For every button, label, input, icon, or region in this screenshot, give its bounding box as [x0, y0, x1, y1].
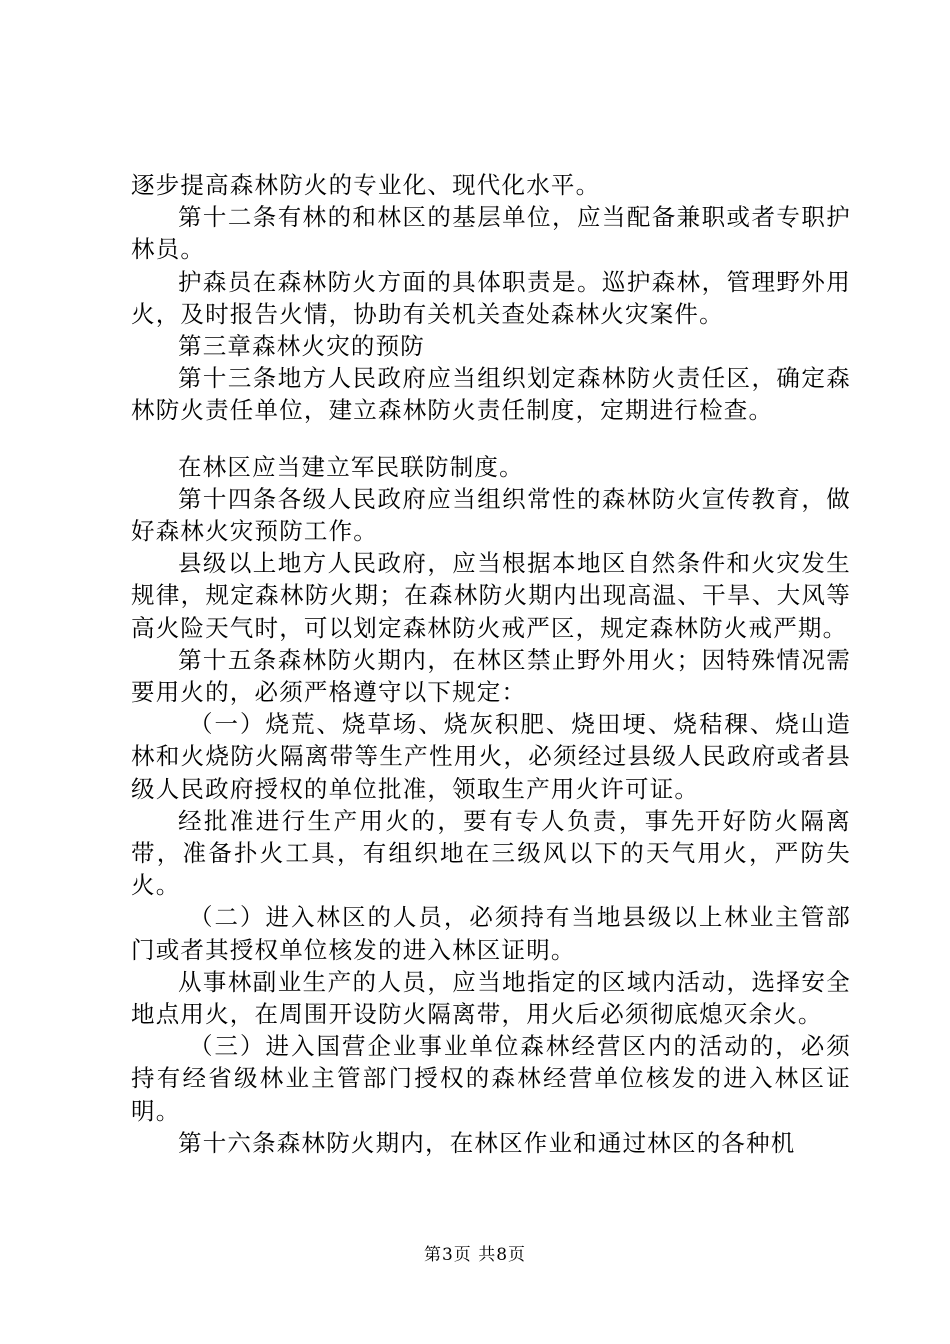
- clause-1: （一）烧荒、烧草场、烧灰积肥、烧田埂、烧秸稞、烧山造林和火烧防火隔离带等生产性用火，必须经过县级人民政府或者县级人民政府授权的单位批准，领取生产用火许可证。: [131, 710, 851, 803]
- article-16: 第十六条森林防火期内，在林区作业和通过林区的各种机: [178, 1128, 796, 1157]
- paragraph: 护森员在森林防火方面的具体职责是。巡护森林，管理野外用火，及时报告火情，协助有关机关查处森林火灾案件。: [131, 267, 851, 328]
- article-13: 第十三条地方人民政府应当组织划定森林防火责任区，确定森林防火责任单位，建立森林防火责任制度，定期进行检查。: [131, 364, 851, 425]
- paragraph: 在林区应当建立军民联防制度。: [178, 452, 524, 481]
- article-15: 第十五条森林防火期内，在林区禁止野外用火；因特殊情况需要用火的，必须严格遵守以下规定：: [131, 645, 851, 707]
- page-footer: [0, 1244, 950, 1266]
- paragraph-gap: [131, 427, 851, 451]
- paragraph: 县级以上地方人民政府，应当根据本地区自然条件和火灾发生规律，规定森林防火期；在森林防火期内出现高温、干旱、大风等高火险天气时，可以划定森林防火戒严区，规定森林防火戒严期。: [131, 549, 851, 642]
- clause-3: （三）进入国营企业事业单位森林经营区内的活动的，必须持有经省级林业主管部门授权的森林经营单位核发的进入林区证明。: [131, 1032, 851, 1125]
- page-number-label: 第3页 共8页: [423, 1245, 527, 1265]
- paragraph: 逐步提高森林防火的专业化、现代化水平。: [131, 171, 601, 199]
- article-14: 第十四条各级人民政府应当组织常性的森林防火宣传教育，做好森林火灾预防工作。: [131, 484, 851, 546]
- document-body: [131, 169, 851, 1159]
- paragraph: 经批准进行生产用火的，要有专人负责，事先开好防火隔离带，准备扑火工具，有组织地在三级风以下的天气用火，严防失火。: [131, 806, 851, 900]
- chapter-heading: 第三章森林火灾的预防: [178, 332, 425, 361]
- paragraph: 从事林副业生产的人员，应当地指定的区域内活动，选择安全地点用火，在周围开设防火隔离带，用火后必须彻底熄灭余火。: [131, 967, 851, 1029]
- clause-2: （二）进入林区的人员，必须持有当地县级以上林业主管部门或者其授权单位核发的进入林区证明。: [131, 903, 851, 964]
- article-12: 第十二条有林的和林区的基层单位，应当配备兼职或者专职护林员。: [131, 203, 851, 264]
